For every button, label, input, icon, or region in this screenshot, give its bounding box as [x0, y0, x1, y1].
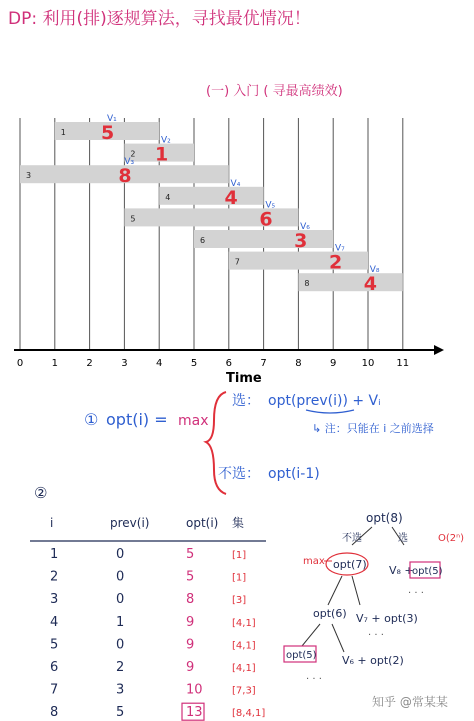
choose-label: 选： [232, 393, 260, 409]
table-header-row [50, 515, 244, 530]
tick-label-3: 3 [121, 358, 128, 369]
tree-node-v6: V₆ + opt(2) [342, 654, 404, 667]
dp-table [30, 484, 266, 720]
table-cell: 13 [186, 705, 203, 721]
job-bar-8 [298, 273, 402, 291]
table-cell: [1] [232, 572, 247, 584]
table-cell: 5 [116, 705, 125, 721]
table-cell: 0 [116, 569, 125, 585]
complexity-label: O(2ⁿ) [438, 533, 465, 544]
interval-schedule-chart [14, 114, 444, 386]
tree-dots-1: · · · [408, 588, 424, 599]
tick-label-10: 10 [361, 358, 375, 369]
table-row [50, 547, 246, 562]
tick-label-1: 1 [51, 358, 58, 369]
table-cell: [4,1] [232, 663, 256, 674]
job-weight-6: 3 [294, 230, 308, 252]
tick-label-4: 4 [156, 358, 163, 369]
job-v-label-5: V₅ [265, 200, 276, 211]
table-header-2: opt(i) [186, 516, 219, 530]
table-cell: 5 [50, 637, 59, 653]
table-row [50, 592, 246, 607]
table-header-1: prev(i) [110, 516, 150, 530]
tree-dots-2: · · · [368, 630, 384, 641]
tick-label-7: 7 [260, 358, 267, 369]
table-cell: 1 [116, 614, 125, 630]
table-row [50, 683, 256, 698]
recursion-tree [284, 511, 464, 685]
job-v-label-1: V₁ [107, 114, 117, 124]
job-id-7: 7 [234, 257, 240, 267]
tree-node-opt6: opt(6) [313, 607, 347, 620]
tick-label-8: 8 [295, 358, 302, 369]
table-cell: 9 [186, 660, 195, 675]
recurrence-formula [84, 392, 434, 494]
table-cell: 3 [116, 682, 125, 698]
tick-label-2: 2 [86, 358, 93, 369]
table-cell: 9 [186, 637, 195, 653]
job-v-label-2: V₂ [160, 135, 171, 146]
job-id-4: 4 [165, 192, 171, 202]
table-cell: 2 [116, 660, 125, 675]
tree-max-label: max [303, 556, 325, 567]
job-weight-7: 2 [328, 251, 343, 274]
page-title: DP: 利用(排)逐规算法，寻找最优情况！ [8, 9, 311, 29]
edge-opt7-right [352, 576, 360, 605]
job-v-label-6: V₆ [300, 222, 310, 232]
time-axis-label: Time [226, 371, 262, 386]
table-cell: 0 [116, 547, 125, 562]
job-v-label-7: V₇ [334, 243, 345, 254]
job-weight-4: 4 [224, 186, 238, 209]
tree-root: opt(8) [366, 511, 403, 525]
table-cell: [8,4,1] [232, 708, 266, 720]
tree-node-v8: V₈ + [389, 564, 414, 577]
job-v-label-4: V₄ [230, 178, 241, 189]
tick-label-0: 0 [16, 358, 24, 369]
choose-expression: opt(prev(i)) + Vᵢ [268, 393, 381, 409]
table-row [50, 637, 256, 652]
section-subtitle: (一) 入门 ( 寻最高绩效) [206, 84, 343, 99]
skip-label: 不选： [218, 466, 260, 482]
job-v-label-3: V₃ [124, 157, 135, 168]
edge-opt6-left [302, 624, 320, 646]
table-cell: 3 [50, 592, 59, 608]
job-bar-6 [194, 230, 333, 248]
table-cell: [4,1] [232, 617, 256, 629]
table-body [50, 547, 265, 720]
tree-node-opt5-first: opt(5) [412, 566, 443, 577]
skip-expression: opt(i-1) [268, 466, 320, 482]
table-cell: [3] [232, 595, 247, 607]
watermark: 知乎 @常某某 [372, 695, 448, 709]
table-cell: 8 [50, 705, 59, 721]
table-cell: 6 [50, 660, 59, 675]
table-cell: 8 [186, 592, 195, 608]
choose-branch-label: 选 [398, 533, 408, 544]
formula-number: ① [84, 410, 99, 429]
table-header-3: 集 [232, 516, 245, 530]
job-bars [20, 114, 403, 295]
job-id-1: 1 [60, 128, 66, 137]
job-weight-3: 8 [118, 165, 132, 188]
choose-note: ↳ 注：只能在 i 之前选择 [312, 422, 434, 435]
table-cell: 5 [186, 547, 195, 562]
table-row [50, 705, 265, 720]
job-v-label-8: V₈ [369, 265, 380, 276]
job-weight-2: 1 [154, 143, 169, 166]
table-cell: [7,3] [232, 685, 256, 697]
table-cell: 5 [186, 569, 195, 585]
table-cell: [4,1] [232, 640, 256, 652]
table-cell: [1] [232, 550, 247, 561]
tick-label-11: 11 [396, 358, 410, 369]
table-cell: 4 [50, 614, 59, 630]
table-number: ② [34, 484, 48, 502]
table-cell: 10 [186, 682, 203, 698]
job-id-8: 8 [304, 279, 310, 289]
tree-node-v7: V₇ + opt(3) [356, 612, 418, 625]
tick-label-9: 9 [330, 358, 337, 369]
tick-label-5: 5 [190, 358, 198, 369]
job-id-6: 6 [200, 236, 206, 245]
table-cell: 0 [116, 637, 125, 653]
tree-dots-3: · · · [306, 674, 322, 685]
table-header-0: i [50, 516, 54, 530]
formula-max: max [178, 413, 209, 429]
job-weight-1: 5 [101, 122, 115, 144]
edge-opt6-right [332, 624, 344, 652]
table-row [50, 570, 246, 585]
job-id-5: 5 [130, 214, 136, 224]
time-axis-arrow [434, 345, 444, 355]
table-cell: 2 [50, 569, 59, 585]
tree-node-opt5-second: opt(5) [286, 650, 317, 661]
edge-opt7-left [328, 576, 342, 605]
formula-lhs: opt(i) = [106, 410, 168, 429]
time-tick-labels [17, 358, 409, 369]
tick-label-6: 6 [225, 358, 232, 369]
prev-underline [306, 410, 354, 413]
table-row [50, 660, 256, 675]
job-bar-7 [229, 252, 368, 270]
job-id-3: 3 [26, 171, 32, 181]
job-id-2: 2 [130, 149, 136, 159]
tree-node-opt7: opt(7) [333, 558, 367, 571]
job-weight-8: 4 [363, 273, 377, 296]
job-weight-5: 6 [259, 208, 273, 231]
table-row [50, 615, 256, 630]
table-cell: 7 [50, 682, 59, 698]
table-cell: 9 [186, 614, 195, 630]
skip-branch-label: 不选 [342, 533, 362, 544]
job-bar-4 [159, 187, 263, 205]
table-cell: 1 [50, 547, 59, 562]
table-cell: 0 [116, 592, 125, 608]
